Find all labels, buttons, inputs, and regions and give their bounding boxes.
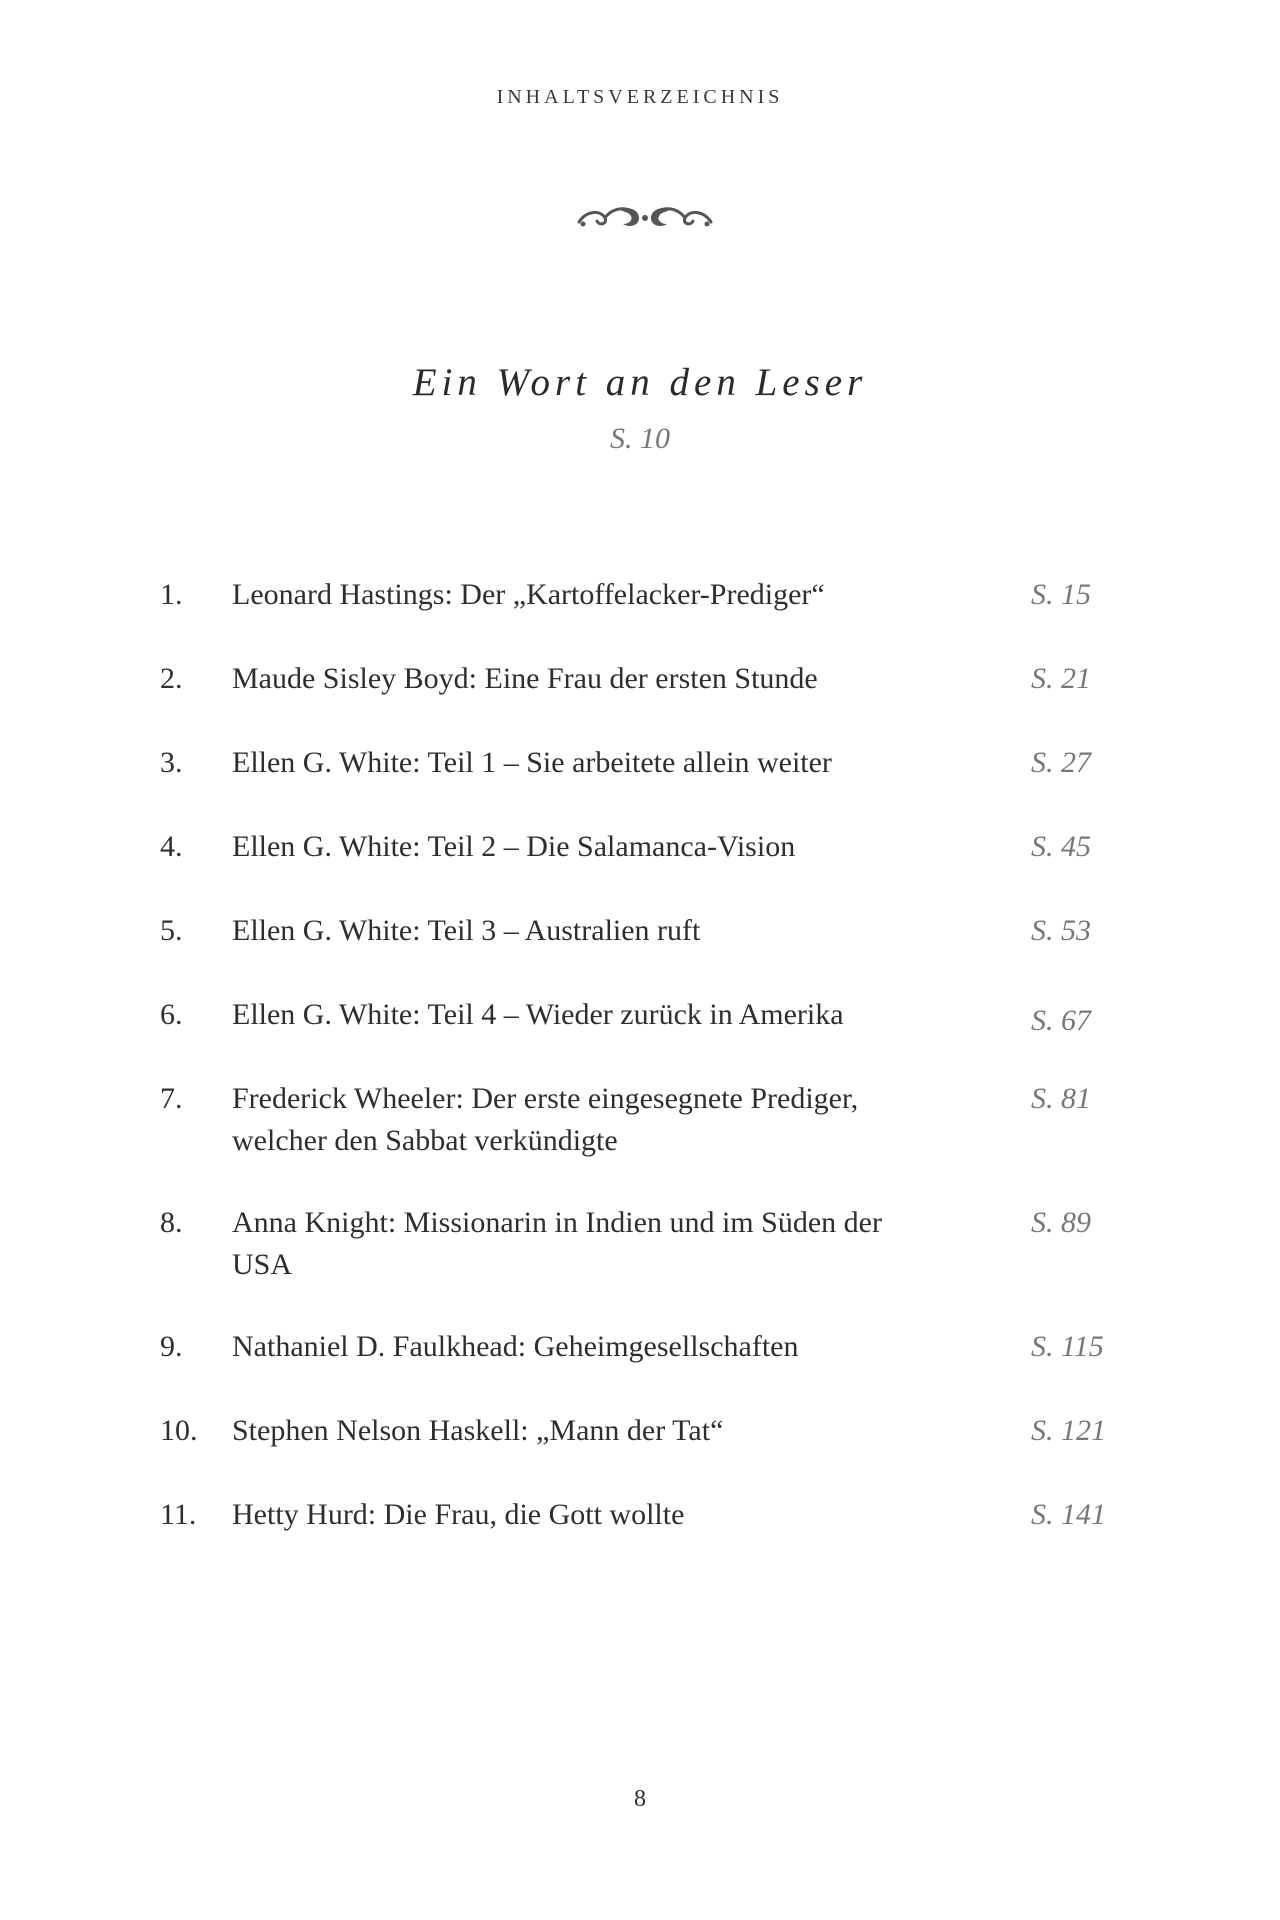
toc-entry-title: Hetty Hurd: Die Frau, die Gott wollte <box>232 1498 685 1531</box>
toc-entry-title: Ellen G. White: Teil 3 – Australien ruft <box>232 914 701 947</box>
intro-page-ref: S. 10 <box>610 422 670 455</box>
toc-entry-number: 8. <box>160 1206 183 1239</box>
toc-entry-page: S. 21 <box>1031 662 1091 695</box>
scroll-ornament-icon <box>575 196 715 236</box>
running-head: INHALTSVERZEICHNIS <box>496 86 784 108</box>
toc-entry-page: S. 89 <box>1031 1206 1091 1239</box>
toc-entry <box>160 742 1120 826</box>
toc-entry-page: S. 15 <box>1031 578 1091 611</box>
toc-entry-title: Nathaniel D. Faulkhead: Geheimgesellschaften <box>232 1330 799 1363</box>
toc-entry-page: S. 115 <box>1031 1330 1104 1363</box>
toc-entry-title: Ellen G. White: Teil 4 – Wieder zurück in Amerika <box>232 998 844 1031</box>
toc-entry-number: 6. <box>160 998 183 1031</box>
table-of-contents <box>160 574 1120 1578</box>
toc-entry <box>160 1202 1120 1326</box>
toc-entry-title: Frederick Wheeler: Der erste eingesegnete Prediger, welcher den Sabbat verkündigte <box>232 1082 859 1157</box>
toc-entry-number: 4. <box>160 830 183 863</box>
toc-entry-title: Ellen G. White: Teil 1 – Sie arbeitete allein weiter <box>232 746 832 779</box>
toc-entry-title: Anna Knight: Missionarin in Indien und im Süden der USA <box>232 1206 882 1281</box>
toc-entry-page: S. 141 <box>1031 1498 1106 1531</box>
toc-entry-title: Maude Sisley Boyd: Eine Frau der ersten Stunde <box>232 662 818 695</box>
toc-entry-page: S. 121 <box>1031 1414 1106 1447</box>
toc-entry <box>160 1078 1120 1202</box>
toc-entry <box>160 574 1120 658</box>
toc-entry <box>160 1494 1120 1578</box>
toc-entry-number: 11. <box>160 1498 197 1531</box>
toc-entry-page: S. 67 <box>1031 1004 1091 1037</box>
toc-entry-number: 9. <box>160 1330 183 1363</box>
toc-entry-title: Stephen Nelson Haskell: „Mann der Tat“ <box>232 1414 724 1447</box>
toc-entry-number: 5. <box>160 914 183 947</box>
page-number: 8 <box>634 1786 646 1812</box>
toc-entry-page: S. 27 <box>1031 746 1091 779</box>
toc-entry-number: 2. <box>160 662 183 695</box>
toc-entry-number: 10. <box>160 1414 198 1447</box>
toc-entry <box>160 658 1120 742</box>
toc-entry-title: Ellen G. White: Teil 2 – Die Salamanca-Vision <box>232 830 796 863</box>
toc-entry-page: S. 53 <box>1031 914 1091 947</box>
toc-entry <box>160 994 1120 1078</box>
toc-entry <box>160 826 1120 910</box>
toc-entry-number: 1. <box>160 578 183 611</box>
toc-entry <box>160 1410 1120 1494</box>
toc-entry-number: 3. <box>160 746 183 779</box>
toc-entry <box>160 1326 1120 1410</box>
toc-entry-page: S. 45 <box>1031 830 1091 863</box>
intro-title: Ein Wort an den Leser <box>412 361 868 404</box>
toc-entry <box>160 910 1120 994</box>
toc-entry-page: S. 81 <box>1031 1082 1091 1115</box>
toc-entry-title: Leonard Hastings: Der „Kartoffelacker-Prediger“ <box>232 578 825 611</box>
toc-entry-number: 7. <box>160 1082 183 1115</box>
